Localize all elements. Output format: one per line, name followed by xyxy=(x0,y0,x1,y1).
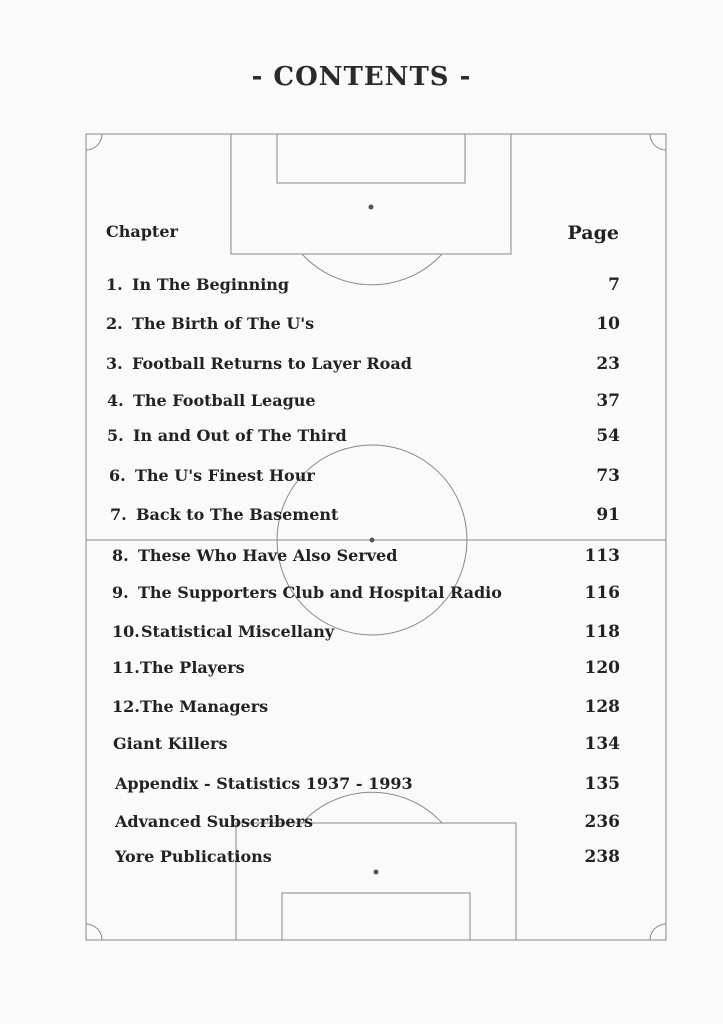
entry-title: The Football League xyxy=(133,391,316,410)
contents-entry xyxy=(0,583,723,611)
entry-page: 7 xyxy=(608,275,620,295)
entry-number: 3. xyxy=(106,354,123,373)
entry-title: Yore Publications xyxy=(115,847,272,866)
entry-title: In The Beginning xyxy=(132,275,290,294)
centre-spot xyxy=(370,538,375,543)
entry-title: The Birth of The U's xyxy=(132,314,315,333)
entry-page: 135 xyxy=(584,774,620,794)
entry-number: 7. xyxy=(110,505,127,524)
entry-title: In and Out of The Third xyxy=(133,426,347,445)
contents-entry xyxy=(0,314,723,342)
entry-page: 91 xyxy=(596,505,620,525)
entry-title: Advanced Subscribers xyxy=(115,812,314,831)
entry-page: 113 xyxy=(584,546,620,566)
entry-number: 8. xyxy=(112,546,129,565)
entry-number: 4. xyxy=(107,391,124,410)
corner-arc-top-left xyxy=(86,134,102,150)
entry-title: The U's Finest Hour xyxy=(135,466,315,485)
entry-number: 12. xyxy=(112,697,140,716)
contents-entry xyxy=(0,658,723,686)
entry-title: Football Returns to Layer Road xyxy=(132,354,412,373)
entry-page: 128 xyxy=(584,697,620,717)
contents-entry xyxy=(0,546,723,574)
entry-page: 10 xyxy=(596,314,620,334)
entry-number: 1. xyxy=(106,275,123,294)
contents-entry xyxy=(0,354,723,382)
top-penalty-spot xyxy=(369,205,374,210)
contents-entry xyxy=(0,466,723,494)
entry-title: These Who Have Also Served xyxy=(138,546,398,565)
entry-title: Giant Killers xyxy=(113,734,228,753)
entry-page: 116 xyxy=(584,583,620,603)
entry-number: 9. xyxy=(112,583,129,602)
entry-title: Back to The Basement xyxy=(136,505,339,524)
entry-page: 23 xyxy=(596,354,620,374)
entry-title: The Supporters Club and Hospital Radio xyxy=(138,583,502,602)
entry-number: 6. xyxy=(109,466,126,485)
contents-entry xyxy=(0,426,723,454)
entry-number: 5. xyxy=(107,426,124,445)
entry-page: 238 xyxy=(584,847,620,867)
contents-entry xyxy=(0,275,723,303)
corner-arc-top-right xyxy=(650,134,666,150)
contents-entry xyxy=(0,734,723,762)
entry-number: 10. xyxy=(112,622,140,641)
entry-page: 236 xyxy=(584,812,620,832)
entry-page: 54 xyxy=(596,426,620,446)
contents-entry xyxy=(0,622,723,650)
contents-entry xyxy=(0,847,723,875)
entry-page: 120 xyxy=(584,658,620,678)
top-goal-area xyxy=(277,134,465,183)
contents-entry xyxy=(0,391,723,419)
bottom-goal-area xyxy=(282,893,470,940)
chapter-column-label: Chapter xyxy=(106,222,178,241)
entry-page: 73 xyxy=(596,466,620,486)
entry-title: The Managers xyxy=(140,697,269,716)
entry-title: Appendix - Statistics 1937 - 1993 xyxy=(115,774,413,793)
contents-entry xyxy=(0,812,723,840)
page-column-label: Page xyxy=(567,222,619,244)
entry-number: 11. xyxy=(112,658,140,677)
entry-page: 37 xyxy=(596,391,620,411)
entry-title: The Players xyxy=(140,658,245,677)
contents-entry xyxy=(0,774,723,802)
contents-header xyxy=(0,222,723,250)
page-title: - CONTENTS - xyxy=(251,62,472,92)
contents-entry xyxy=(0,505,723,533)
corner-arc-bottom-left xyxy=(86,924,102,940)
entry-page: 134 xyxy=(584,734,620,754)
corner-arc-bottom-right xyxy=(650,924,666,940)
bottom-penalty-area xyxy=(236,823,516,940)
entry-title: Statistical Miscellany xyxy=(141,622,335,641)
entry-number: 2. xyxy=(106,314,123,333)
entry-page: 118 xyxy=(584,622,620,642)
contents-entry xyxy=(0,697,723,725)
